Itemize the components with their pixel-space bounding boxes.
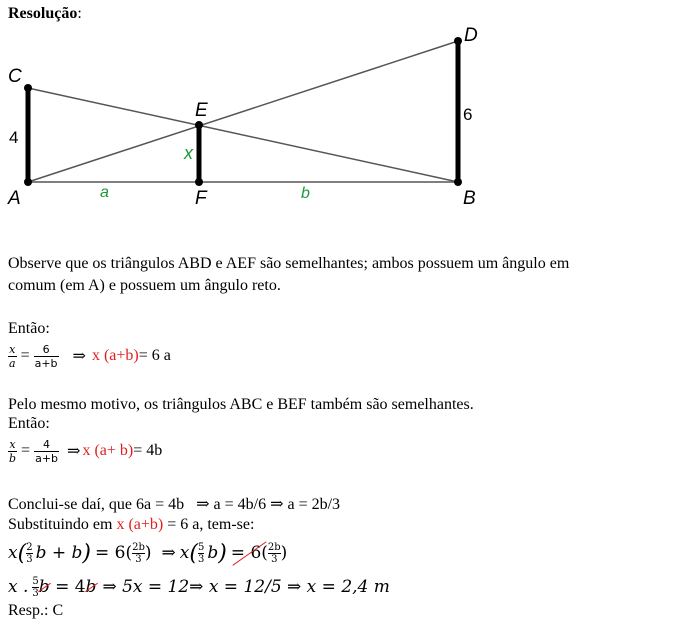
segment-ad	[28, 41, 458, 182]
point-a	[24, 178, 32, 186]
equation-3: x ( $\frac{2}{3}$ b + b ) = 6( $\frac{2b}{3}$ ) ⇒ x ( $\frac{5}{3}$ b ) = 6( $\frac{2b}{3}$ )	[8, 540, 288, 566]
paragraph-1-line-2: comum (em A) e possuem um ângulo reto.	[8, 277, 281, 294]
eq1-frac-2: $\frac{6}{a+b}$	[34, 342, 58, 370]
equation-4: x . $\frac{5}{3}$ b = 4 b ⇒ 5x = 12⇒ x = 12/5 ⇒ x = 2,4 m	[8, 575, 390, 599]
geometry-figure	[0, 0, 684, 215]
point-e	[195, 121, 203, 129]
eq2-frac-1: $\frac{x}{b}$	[9, 437, 17, 465]
paragraph-2: Pelo mesmo motivo, os triângulos ABC e BEF também são semelhantes.	[8, 396, 474, 413]
label-a: A	[8, 188, 21, 209]
label-e: E	[195, 100, 208, 121]
label-d: D	[464, 25, 478, 46]
measure-fb: b	[301, 185, 310, 202]
eq2-frac-2: $\frac{4}{a+b}$	[35, 437, 59, 465]
answer: Resp.: C	[8, 602, 64, 619]
point-b	[454, 178, 462, 186]
substitution-line: Substituindo em x (a+b) = 6 a, tem-se:	[8, 516, 255, 533]
point-c	[24, 84, 32, 92]
label-f: F	[195, 188, 207, 209]
eq4-strike-b: b	[38, 577, 50, 597]
measure-af: a	[100, 184, 109, 201]
eq1-red: x (a+b)	[91, 347, 139, 364]
segment-cb	[28, 88, 458, 182]
measure-ac: 4	[9, 128, 19, 147]
paragraph-1-line-1: Observe que os triângulos ABD e AEF são semelhantes; ambos possuem um ângulo em	[8, 255, 570, 272]
equation-2: $\frac{x}{b}$ = $\frac{4}{a+b}$ ⇒ x (a+ b) = 4b	[9, 437, 163, 465]
point-f	[195, 178, 203, 186]
eq3-strike: = 6(	[230, 543, 268, 563]
measure-bd: 6	[463, 105, 473, 124]
equation-1: $\frac{x}{a}$ = $\frac{6}{a+b}$ ⇒ x (a+b) = 6 a	[9, 342, 171, 370]
eq1-frac-1: $\frac{x}{a}$	[9, 342, 16, 370]
heading-colon: :	[77, 5, 82, 22]
point-d	[454, 37, 462, 45]
entao-1: Então:	[8, 320, 50, 337]
label-c: C	[8, 66, 22, 87]
label-b: B	[463, 188, 476, 209]
heading-bold: Resolução	[8, 5, 78, 22]
eq2-red: x (a+ b)	[82, 442, 134, 459]
measure-ef: x	[184, 143, 193, 163]
entao-2: Então:	[8, 415, 50, 432]
conclusion: Conclui-se daí, que 6a = 4b ⇒ a = 4b/6 ⇒ a = 2b/3	[8, 496, 341, 513]
eq4-strike-b2: b	[85, 577, 97, 597]
